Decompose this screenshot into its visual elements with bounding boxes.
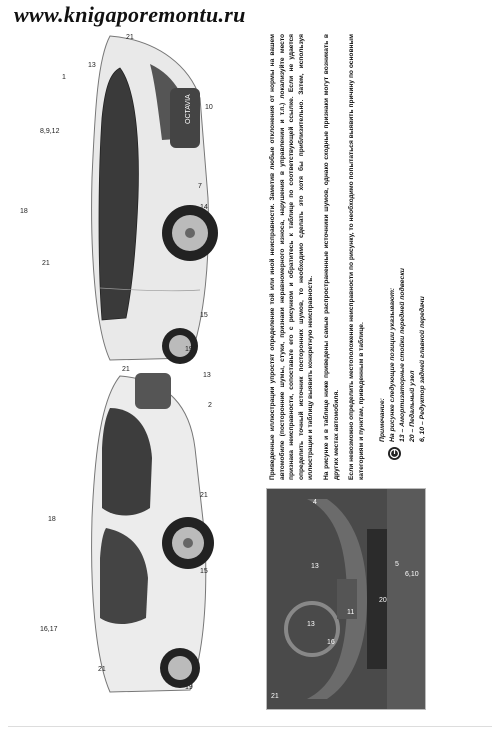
callout-15-top: 15 — [200, 312, 208, 319]
intro-paragraph-1: Приведенные иллюстрации упростят определение той или иной неисправности. Заметив любые отклонения от нормы на вашем автомобиле (посторонние шумы, стуки, признаки неравномерного износа, нарушения в управлении и т.п.) локализуйте место признака неисправности, сопоставьте его с рисунком и обратитесь к таблице по соответствующей ссылке. Если не удается определить точный источник посторонних шумов, то необходимо сделать это хотя бы приблизительно. Затем, используя иллюстрации и таблицу выявить конкретную неисправность. — [269, 34, 315, 480]
callout-19-bottom: 19 — [185, 684, 193, 691]
footer-divider — [8, 726, 492, 727]
callout-10: 10 — [205, 104, 213, 111]
top-car-illustration — [20, 28, 230, 366]
site-watermark: www.knigaporemontu.ru — [14, 2, 246, 27]
callout-13-b: 13 — [203, 372, 211, 379]
note-line-1: На рисунке следующие позиции указывают: — [389, 287, 396, 442]
note-icon — [388, 447, 401, 460]
note-line-3: 20 – Педальный узел — [409, 370, 416, 442]
callout-1: 1 — [62, 74, 66, 81]
callout-14: 14 — [200, 204, 208, 211]
callout-21-a: 21 — [126, 34, 134, 41]
interior-callout-13-a: 13 — [311, 563, 319, 570]
callout-2: 2 — [208, 402, 212, 409]
callout-7: 7 — [198, 183, 202, 190]
bottom-car-drawing — [40, 368, 230, 698]
callout-13-a: 13 — [88, 62, 96, 69]
interior-callout-13-b: 13 — [307, 621, 315, 628]
note-title: Примечание: — [379, 398, 386, 442]
intro-paragraph-2: На рисунке и в таблице ниже приведены самые распространенные источники шумов, однако сходные признаки могут возникать в других местах автомобиля. — [322, 34, 340, 480]
note-line-4: 6, 10 – Редуктор задней главной передачи — [419, 296, 426, 442]
interior-callout-20: 20 — [379, 597, 387, 604]
callout-16-17: 16,17 — [40, 626, 58, 633]
intro-paragraph-3: Если невозможно определить местоположение неисправности по рисунку, то необходимо попытаться выявить причину по основным категориям и пунктам, приведенным в таблице. — [348, 34, 365, 480]
interior-callout-4: 4 — [313, 499, 317, 506]
callout-18-top: 18 — [20, 208, 28, 215]
interior-callout-5: 5 — [395, 561, 399, 568]
interior-callout-21: 21 — [271, 693, 279, 700]
interior-drawing — [267, 489, 425, 709]
interior-callout-11: 11 — [347, 609, 355, 616]
callout-21-b: 21 — [42, 260, 50, 267]
callout-21-c: 21 — [122, 366, 130, 373]
callout-21-e: 21 — [98, 666, 106, 673]
interior-callout-6-10: 6,10 — [405, 571, 419, 578]
callout-15-bottom: 15 — [200, 568, 208, 575]
interior-callout-16: 16 — [327, 639, 335, 646]
callout-8-9-12: 8,9,12 — [40, 128, 60, 135]
top-car-badge: OCTAVIA — [185, 94, 192, 124]
bottom-car-illustration — [40, 368, 230, 698]
callout-21-d: 21 — [200, 492, 208, 499]
callout-18-bottom: 18 — [48, 516, 56, 523]
interior-photo — [266, 488, 426, 710]
note-block — [378, 242, 438, 442]
note-line-2: 13 – Амортизаторные стойки передней подвески — [399, 268, 406, 442]
callout-19-top: 19 — [185, 346, 193, 353]
note-icon-glyph — [388, 447, 401, 460]
